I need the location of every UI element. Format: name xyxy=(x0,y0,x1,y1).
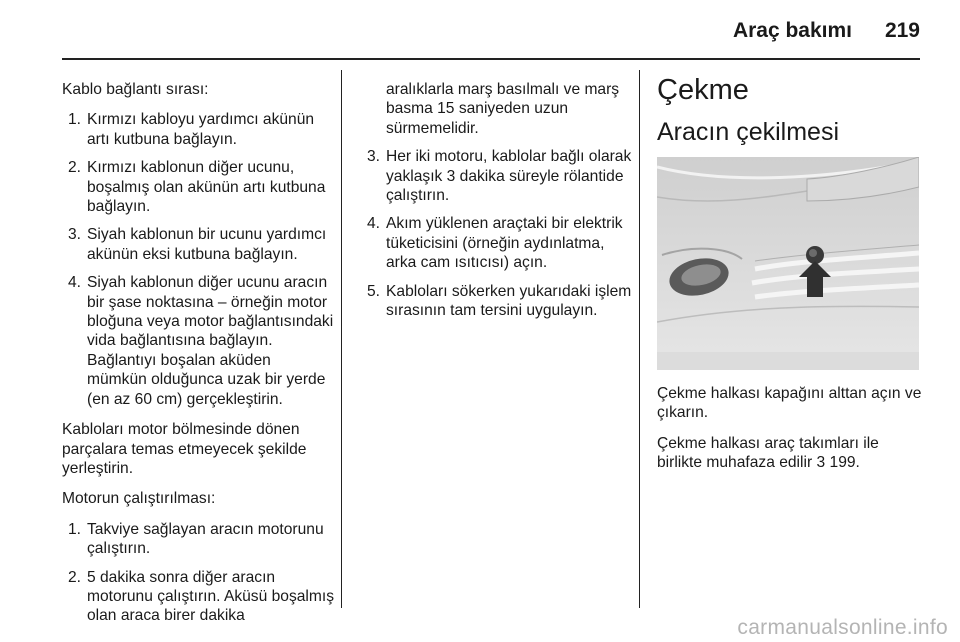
step-number: 5. xyxy=(367,282,381,300)
list-item xyxy=(62,158,334,216)
column-3 xyxy=(657,74,922,484)
list-item xyxy=(62,568,334,626)
towing-eye-cover-illustration xyxy=(657,157,919,370)
step-text: Takviye sağlayan aracın motorunu çalıştırın. xyxy=(87,520,324,558)
step-text: 5 dakika sonra diğer aracın motorunu çalıştırın. Aküsü boşalmış olan araca birer dakika xyxy=(87,568,335,625)
step-text: Kırmızı kablonun diğer ucunu, boşalmış olan akünün artı kutbuna bağlayın. xyxy=(87,159,326,216)
page-reference[interactable]: 199. xyxy=(829,454,860,472)
bumper-drawing xyxy=(657,157,919,370)
column-divider-right xyxy=(639,70,640,608)
list-item xyxy=(361,147,633,205)
column-2 xyxy=(361,80,633,331)
step-number: 4. xyxy=(367,215,381,233)
running-header-title: Araç bakımı xyxy=(732,19,852,42)
list-item xyxy=(62,520,334,559)
figure-caption-open-cover: Çekme halkası kapağını alttan açın ve çıkarın. xyxy=(657,385,922,422)
triangle-reference-icon: 3 xyxy=(816,454,826,472)
storage-note-text: Çekme halkası araç takımları ile birlikte muhafaza edilir xyxy=(657,434,879,472)
step-text: Akım yüklenen araçtaki bir elektrik tüketicisini (örneğin aydınlatma, arka cam ısıtıcısı) açın. xyxy=(386,215,623,272)
step-number: 2. xyxy=(68,568,82,586)
step-number: 3. xyxy=(367,148,381,166)
engine-start-list-continued xyxy=(361,147,633,320)
watermark: carmanualsonline.info xyxy=(737,616,948,639)
step-number: 1. xyxy=(68,111,82,129)
step-number: 4. xyxy=(68,274,82,292)
cable-order-list xyxy=(62,110,334,409)
step-number: 2. xyxy=(68,159,82,177)
engine-start-list xyxy=(62,520,334,626)
page-number: 219 xyxy=(884,19,920,42)
step-text: Her iki motoru, kablolar bağlı olarak yaklaşık 3 dakika süreyle rölantide çalıştırın. xyxy=(386,148,632,205)
step-text: Siyah kablonun diğer ucunu aracın bir şase noktasına – örneğin motor bloğuna veya motor bağlantısındaki vida bağlantısına bağlayın. Bağlantıyı boşalan aküden mümkün olduğunca uzak bir yerde (en az 60 cm) gerçekleştirin. xyxy=(87,274,334,408)
step-text: Siyah kablonun bir ucunu yardımcı akünün eksi kutbuna bağlayın. xyxy=(87,226,327,263)
cable-order-intro: Kablo bağlantı sırası: xyxy=(62,81,209,98)
cable-routing-note: Kabloları motor bölmesinde dönen parçalara temas etmeyecek şekilde yerleştirin. xyxy=(62,421,307,477)
figure-caption-storage xyxy=(657,434,922,473)
column-divider-left xyxy=(341,70,342,608)
list-item xyxy=(361,282,633,321)
section-heading: Çekme xyxy=(657,74,749,106)
step-text: Kabloları sökerken yukarıdaki işlem sırasının tam tersini uygulayın. xyxy=(386,282,632,320)
section-subheading: Aracın çekilmesi xyxy=(657,118,839,146)
engine-start-intro: Motorun çalıştırılması: xyxy=(62,490,216,508)
header-rule xyxy=(62,58,920,60)
list-item xyxy=(62,225,334,264)
step-number: 1. xyxy=(68,520,82,538)
list-item xyxy=(62,110,334,149)
step-continuation: aralıklarla marş basılmalı ve marş basma 15 saniyeden uzun sürmemelidir. xyxy=(386,81,620,137)
column-1 xyxy=(62,80,334,637)
step-text: Kırmızı kabloyu yardımcı akünün artı kutbuna bağlayın. xyxy=(87,111,315,148)
step-number: 3. xyxy=(68,226,82,244)
list-item xyxy=(361,214,633,272)
list-item xyxy=(62,273,334,409)
